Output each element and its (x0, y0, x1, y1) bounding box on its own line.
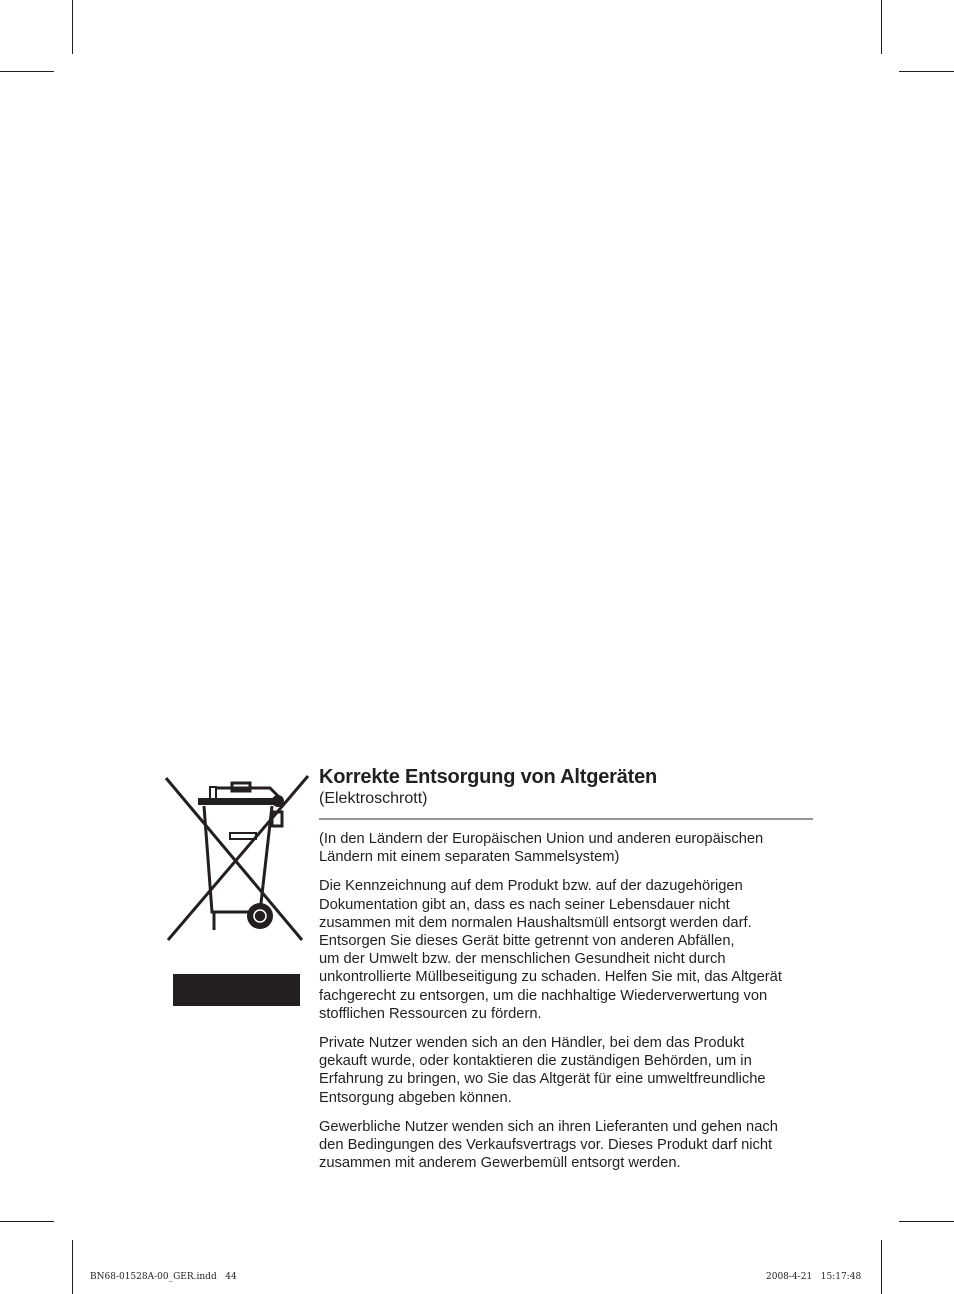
footer-timestamp: 2008-4-21 15:17:48 (766, 1272, 862, 1282)
paragraph-business-users: Gewerbliche Nutzer wenden sich an ihren Lieferanten und gehen nach den Bedingungen des Verkaufsvertrags vor. Dieses Produkt darf nicht zusammen mit anderem Gewerbemüll entsorgt werden. (319, 1118, 778, 1172)
paragraph-marking: Die Kennzeichnung auf dem Produkt bzw. auf der dazugehörigen Dokumentation gibt an, dass es nach seiner Lebensdauer nicht zusammen mit dem normalen Haushaltsmüll entsorgt werden darf. Entsorgen Sie dieses Gerät bitte getrennt von anderen Abfällen, um der Umwelt bzw. der menschlichen Gesundheit nicht durch unkontrollierte Müllbeseitigung zu schaden. Helfen Sie mit, das Altgerät fachgerecht zu entsorgen, um die nachhaltige Wiederverwertung von stofflichen Ressourcen zu fördern. (319, 878, 782, 1022)
paragraph-scope: (In den Ländern der Europäischen Union und anderen europäischen Ländern mit einem separaten Sammelsystem) (319, 831, 764, 866)
crossed-out-wheelie-bin-icon (160, 770, 312, 942)
crop-mark-bottom-right-horizontal (899, 1221, 954, 1222)
section-title: Korrekte Entsorgung von Altgeräten (319, 766, 658, 788)
crop-mark-bottom-right-vertical (881, 1240, 882, 1294)
crop-mark-top-left-horizontal (0, 71, 54, 72)
crop-mark-top-left-vertical (72, 0, 73, 54)
footer-file-info: BN68-01528A-00_GER.indd 44 (90, 1272, 237, 1282)
crop-mark-bottom-left-horizontal (0, 1221, 54, 1222)
black-bar (173, 974, 300, 1006)
crop-mark-top-right-horizontal (899, 71, 954, 72)
crop-mark-bottom-left-vertical (72, 1240, 73, 1294)
paragraph-private-users: Private Nutzer wenden sich an den Händler, bei dem das Produkt gekauft wurde, oder kontaktieren die zuständigen Behörden, um in Erfahrung zu bringen, wo Sie das Altgerät für eine umweltfreundliche Entsorgung abgeben können. (319, 1035, 766, 1106)
section-subtitle: (Elektroschrott) (319, 790, 428, 807)
divider (319, 818, 813, 820)
crop-mark-top-right-vertical (881, 0, 882, 54)
disposal-section (319, 765, 814, 1183)
